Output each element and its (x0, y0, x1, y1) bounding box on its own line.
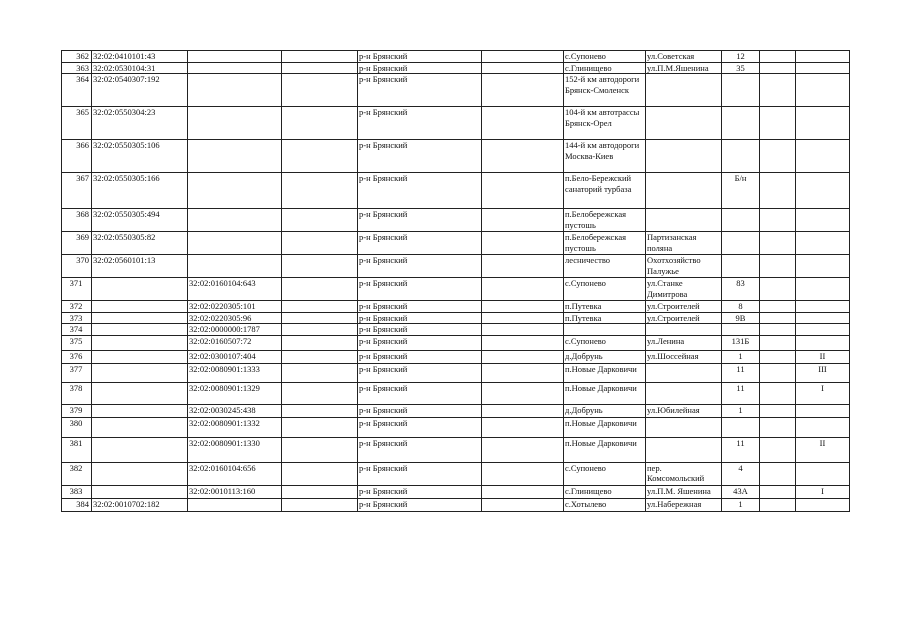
cadastral-number-cell (92, 335, 188, 350)
cadastral-number-cell: 32:02:0550304:23 (92, 107, 188, 140)
settlement-cell: 104-й км автотрассы Брянск-Орел (564, 107, 646, 140)
street-cell (646, 324, 722, 336)
empty-cell (482, 462, 564, 485)
street-cell (646, 140, 722, 173)
street-cell: ул.Станке Димитрова (646, 278, 722, 301)
settlement-cell: п.Новые Дарковичи (564, 417, 646, 437)
cadastral-number-cell: 32:02:0550305:82 (92, 232, 188, 255)
empty-cell (482, 382, 564, 404)
empty-cell (282, 382, 358, 404)
row-number-cell: 367 (62, 173, 92, 209)
cadastral-number-cell (92, 301, 188, 313)
cadastral-number-cell: 32:02:0010702:182 (92, 498, 188, 511)
empty-cell (760, 232, 796, 255)
house-number-cell: 43А (722, 485, 760, 498)
empty-cell (282, 462, 358, 485)
empty-cell (282, 335, 358, 350)
house-number-cell: 11 (722, 437, 760, 462)
district-cell: р-н Брянский (358, 417, 482, 437)
table-row (62, 301, 850, 313)
table-row (62, 255, 850, 278)
district-cell: р-н Брянский (358, 232, 482, 255)
table-row (62, 462, 850, 485)
cadastral-number-alt-cell (188, 74, 282, 107)
empty-cell (482, 232, 564, 255)
table-row (62, 382, 850, 404)
empty-cell (482, 417, 564, 437)
cadastral-number-alt-cell: 32:02:0300107:404 (188, 350, 282, 363)
house-number-cell: 12 (722, 51, 760, 63)
street-cell: ул.П.М. Яшенина (646, 485, 722, 498)
empty-cell (482, 278, 564, 301)
empty-cell (282, 485, 358, 498)
cadastral-number-alt-cell: 32:02:0000000:1787 (188, 324, 282, 336)
district-cell: р-н Брянский (358, 209, 482, 232)
empty-cell (760, 312, 796, 324)
district-cell: р-н Брянский (358, 404, 482, 417)
district-cell: р-н Брянский (358, 498, 482, 511)
empty-cell (482, 485, 564, 498)
settlement-cell: с.Супонево (564, 462, 646, 485)
house-number-cell (722, 107, 760, 140)
empty-cell (482, 437, 564, 462)
cadastral-number-cell (92, 324, 188, 336)
row-number-cell: 380 (62, 417, 92, 437)
settlement-cell: п.Новые Дарковичи (564, 382, 646, 404)
row-number-cell: 376 (62, 350, 92, 363)
empty-cell (760, 140, 796, 173)
cadastral-number-cell (92, 485, 188, 498)
empty-cell (482, 301, 564, 313)
category-cell (796, 498, 850, 511)
settlement-cell: с.Супонево (564, 51, 646, 63)
street-cell: ул.Юбилейная (646, 404, 722, 417)
category-cell: II (796, 350, 850, 363)
table-row (62, 312, 850, 324)
empty-cell (482, 107, 564, 140)
table-row (62, 278, 850, 301)
settlement-cell (564, 324, 646, 336)
empty-cell (282, 74, 358, 107)
category-cell (796, 278, 850, 301)
settlement-cell: с.Супонево (564, 278, 646, 301)
settlement-cell: п.Бело-Бережский санаторий турбаза (564, 173, 646, 209)
street-cell: пер. Комсомольский (646, 462, 722, 485)
cadastral-number-alt-cell: 32:02:0220305:96 (188, 312, 282, 324)
row-number-cell: 362 (62, 51, 92, 63)
category-cell (796, 209, 850, 232)
empty-cell (760, 51, 796, 63)
cadastral-number-alt-cell (188, 107, 282, 140)
row-number-cell: 379 (62, 404, 92, 417)
house-number-cell: 11 (722, 363, 760, 382)
house-number-cell (722, 324, 760, 336)
records-table (61, 50, 850, 512)
category-cell (796, 140, 850, 173)
district-cell: р-н Брянский (358, 74, 482, 107)
street-cell (646, 382, 722, 404)
empty-cell (760, 417, 796, 437)
empty-cell (760, 437, 796, 462)
street-cell: ул.Советская (646, 51, 722, 63)
settlement-cell: п.Путевка (564, 312, 646, 324)
settlement-cell: п.Путевка (564, 301, 646, 313)
table-row (62, 209, 850, 232)
district-cell: р-н Брянский (358, 62, 482, 74)
street-cell: Партизанская поляна (646, 232, 722, 255)
category-cell: III (796, 363, 850, 382)
house-number-cell: 9В (722, 312, 760, 324)
category-cell (796, 312, 850, 324)
house-number-cell: 1 (722, 350, 760, 363)
empty-cell (282, 107, 358, 140)
row-number-cell: 384 (62, 498, 92, 511)
empty-cell (482, 312, 564, 324)
empty-cell (760, 324, 796, 336)
empty-cell (760, 62, 796, 74)
empty-cell (760, 498, 796, 511)
cadastral-number-alt-cell (188, 140, 282, 173)
house-number-cell (722, 417, 760, 437)
empty-cell (282, 278, 358, 301)
empty-cell (482, 335, 564, 350)
district-cell: р-н Брянский (358, 350, 482, 363)
cadastral-number-alt-cell (188, 232, 282, 255)
empty-cell (760, 107, 796, 140)
street-cell (646, 74, 722, 107)
cadastral-number-cell (92, 437, 188, 462)
empty-cell (760, 485, 796, 498)
house-number-cell (722, 209, 760, 232)
empty-cell (760, 350, 796, 363)
street-cell: ул.П.М.Яшенина (646, 62, 722, 74)
street-cell (646, 437, 722, 462)
empty-cell (482, 209, 564, 232)
settlement-cell: д.Добрунь (564, 404, 646, 417)
row-number-cell: 371 (62, 278, 92, 301)
empty-cell (282, 232, 358, 255)
empty-cell (482, 404, 564, 417)
category-cell: I (796, 382, 850, 404)
street-cell: ул.Шоссейная (646, 350, 722, 363)
district-cell: р-н Брянский (358, 485, 482, 498)
empty-cell (282, 437, 358, 462)
district-cell: р-н Брянский (358, 107, 482, 140)
cadastral-number-alt-cell: 32:02:0160104:643 (188, 278, 282, 301)
house-number-cell: 8 (722, 301, 760, 313)
table-body (62, 51, 850, 512)
district-cell: р-н Брянский (358, 382, 482, 404)
cadastral-number-alt-cell (188, 209, 282, 232)
row-number-cell: 381 (62, 437, 92, 462)
settlement-cell: п.Белобережская пустошь (564, 209, 646, 232)
district-cell: р-н Брянский (358, 312, 482, 324)
district-cell: р-н Брянский (358, 324, 482, 336)
empty-cell (282, 363, 358, 382)
street-cell (646, 107, 722, 140)
table-row (62, 51, 850, 63)
house-number-cell: 35 (722, 62, 760, 74)
cadastral-number-cell: 32:02:0550305:494 (92, 209, 188, 232)
cadastral-number-alt-cell (188, 62, 282, 74)
district-cell: р-н Брянский (358, 437, 482, 462)
district-cell: р-н Брянский (358, 278, 482, 301)
row-number-cell: 383 (62, 485, 92, 498)
table-row (62, 335, 850, 350)
category-cell (796, 462, 850, 485)
house-number-cell: 131Б (722, 335, 760, 350)
house-number-cell (722, 140, 760, 173)
empty-cell (282, 173, 358, 209)
district-cell: р-н Брянский (358, 140, 482, 173)
cadastral-number-cell: 32:02:0530104:31 (92, 62, 188, 74)
house-number-cell: Б/н (722, 173, 760, 209)
settlement-cell: лесничество (564, 255, 646, 278)
settlement-cell: 152-й км автодороги Брянск-Смоленск (564, 74, 646, 107)
table-row (62, 417, 850, 437)
category-cell (796, 404, 850, 417)
empty-cell (282, 301, 358, 313)
row-number-cell: 378 (62, 382, 92, 404)
cadastral-number-cell (92, 363, 188, 382)
table-row (62, 363, 850, 382)
category-cell (796, 255, 850, 278)
street-cell (646, 173, 722, 209)
category-cell (796, 232, 850, 255)
empty-cell (760, 255, 796, 278)
empty-cell (282, 312, 358, 324)
empty-cell (760, 209, 796, 232)
cadastral-number-cell (92, 404, 188, 417)
house-number-cell (722, 74, 760, 107)
category-cell (796, 301, 850, 313)
table-row (62, 140, 850, 173)
category-cell (796, 62, 850, 74)
settlement-cell: п.Новые Дарковичи (564, 363, 646, 382)
empty-cell (482, 51, 564, 63)
district-cell: р-н Брянский (358, 301, 482, 313)
empty-cell (282, 209, 358, 232)
row-number-cell: 365 (62, 107, 92, 140)
cadastral-number-cell (92, 462, 188, 485)
settlement-cell: д.Добрунь (564, 350, 646, 363)
empty-cell (482, 74, 564, 107)
row-number-cell: 375 (62, 335, 92, 350)
table-row (62, 173, 850, 209)
cadastral-number-cell (92, 278, 188, 301)
table-row (62, 107, 850, 140)
cadastral-number-alt-cell: 32:02:0080901:1332 (188, 417, 282, 437)
cadastral-number-alt-cell (188, 51, 282, 63)
table-row (62, 324, 850, 336)
cadastral-number-alt-cell: 32:02:0080901:1333 (188, 363, 282, 382)
row-number-cell: 372 (62, 301, 92, 313)
empty-cell (760, 173, 796, 209)
empty-cell (760, 335, 796, 350)
cadastral-number-cell: 32:02:0540307:192 (92, 74, 188, 107)
cadastral-number-alt-cell: 32:02:0080901:1329 (188, 382, 282, 404)
empty-cell (760, 363, 796, 382)
street-cell: ул.Набережная (646, 498, 722, 511)
table-row (62, 498, 850, 511)
empty-cell (482, 140, 564, 173)
category-cell: II (796, 437, 850, 462)
category-cell (796, 417, 850, 437)
street-cell (646, 363, 722, 382)
row-number-cell: 370 (62, 255, 92, 278)
table-row (62, 437, 850, 462)
category-cell (796, 107, 850, 140)
row-number-cell: 377 (62, 363, 92, 382)
settlement-cell: с.Глинищево (564, 485, 646, 498)
district-cell: р-н Брянский (358, 51, 482, 63)
category-cell (796, 335, 850, 350)
row-number-cell: 363 (62, 62, 92, 74)
cadastral-number-alt-cell: 32:02:0080901:1330 (188, 437, 282, 462)
row-number-cell: 368 (62, 209, 92, 232)
table-row (62, 404, 850, 417)
table-row (62, 350, 850, 363)
empty-cell (760, 74, 796, 107)
cadastral-number-cell (92, 350, 188, 363)
row-number-cell: 373 (62, 312, 92, 324)
category-cell (796, 173, 850, 209)
cadastral-number-cell: 32:02:0550305:106 (92, 140, 188, 173)
cadastral-number-cell (92, 417, 188, 437)
category-cell (796, 74, 850, 107)
house-number-cell (722, 232, 760, 255)
cadastral-number-alt-cell: 32:02:0010113:160 (188, 485, 282, 498)
settlement-cell: с.Супонево (564, 335, 646, 350)
cadastral-number-cell: 32:02:0550305:166 (92, 173, 188, 209)
house-number-cell: 4 (722, 462, 760, 485)
street-cell: ул.Строителей (646, 301, 722, 313)
house-number-cell (722, 255, 760, 278)
empty-cell (760, 382, 796, 404)
cadastral-number-cell (92, 382, 188, 404)
district-cell: р-н Брянский (358, 335, 482, 350)
house-number-cell: 11 (722, 382, 760, 404)
cadastral-number-cell (92, 312, 188, 324)
empty-cell (482, 62, 564, 74)
row-number-cell: 369 (62, 232, 92, 255)
empty-cell (282, 350, 358, 363)
empty-cell (282, 140, 358, 173)
empty-cell (482, 324, 564, 336)
row-number-cell: 374 (62, 324, 92, 336)
cadastral-number-alt-cell: 32:02:0030245:438 (188, 404, 282, 417)
settlement-cell: п.Белобережская пустошь (564, 232, 646, 255)
district-cell: р-н Брянский (358, 255, 482, 278)
empty-cell (482, 255, 564, 278)
street-cell (646, 417, 722, 437)
empty-cell (482, 363, 564, 382)
street-cell (646, 209, 722, 232)
empty-cell (282, 498, 358, 511)
table-row (62, 485, 850, 498)
table-row (62, 74, 850, 107)
settlement-cell: с.Хотылево (564, 498, 646, 511)
empty-cell (760, 301, 796, 313)
empty-cell (282, 62, 358, 74)
empty-cell (282, 51, 358, 63)
cadastral-number-alt-cell: 32:02:0160104:656 (188, 462, 282, 485)
category-cell (796, 324, 850, 336)
category-cell: I (796, 485, 850, 498)
empty-cell (760, 278, 796, 301)
street-cell: ул.Ленина (646, 335, 722, 350)
cadastral-number-alt-cell (188, 173, 282, 209)
house-number-cell: 1 (722, 404, 760, 417)
cadastral-number-alt-cell (188, 498, 282, 511)
empty-cell (482, 350, 564, 363)
empty-cell (760, 404, 796, 417)
settlement-cell: 144-й км автодороги Москва-Киев (564, 140, 646, 173)
empty-cell (482, 173, 564, 209)
street-cell: Охотхозяйство Палужье (646, 255, 722, 278)
empty-cell (282, 417, 358, 437)
house-number-cell: 83 (722, 278, 760, 301)
row-number-cell: 366 (62, 140, 92, 173)
cadastral-number-alt-cell: 32:02:0220305:101 (188, 301, 282, 313)
table-row (62, 232, 850, 255)
district-cell: р-н Брянский (358, 363, 482, 382)
cadastral-number-alt-cell (188, 255, 282, 278)
empty-cell (282, 324, 358, 336)
district-cell: р-н Брянский (358, 462, 482, 485)
cadastral-number-alt-cell: 32:02:0160507:72 (188, 335, 282, 350)
settlement-cell: п.Новые Дарковичи (564, 437, 646, 462)
street-cell: ул.Строителей (646, 312, 722, 324)
district-cell: р-н Брянский (358, 173, 482, 209)
empty-cell (482, 498, 564, 511)
settlement-cell: с.Глинищево (564, 62, 646, 74)
house-number-cell: 1 (722, 498, 760, 511)
cadastral-number-cell: 32:02:0410101:43 (92, 51, 188, 63)
category-cell (796, 51, 850, 63)
cadastral-number-cell: 32:02:0560101:13 (92, 255, 188, 278)
row-number-cell: 364 (62, 74, 92, 107)
empty-cell (760, 462, 796, 485)
table-row (62, 62, 850, 74)
empty-cell (282, 255, 358, 278)
empty-cell (282, 404, 358, 417)
row-number-cell: 382 (62, 462, 92, 485)
